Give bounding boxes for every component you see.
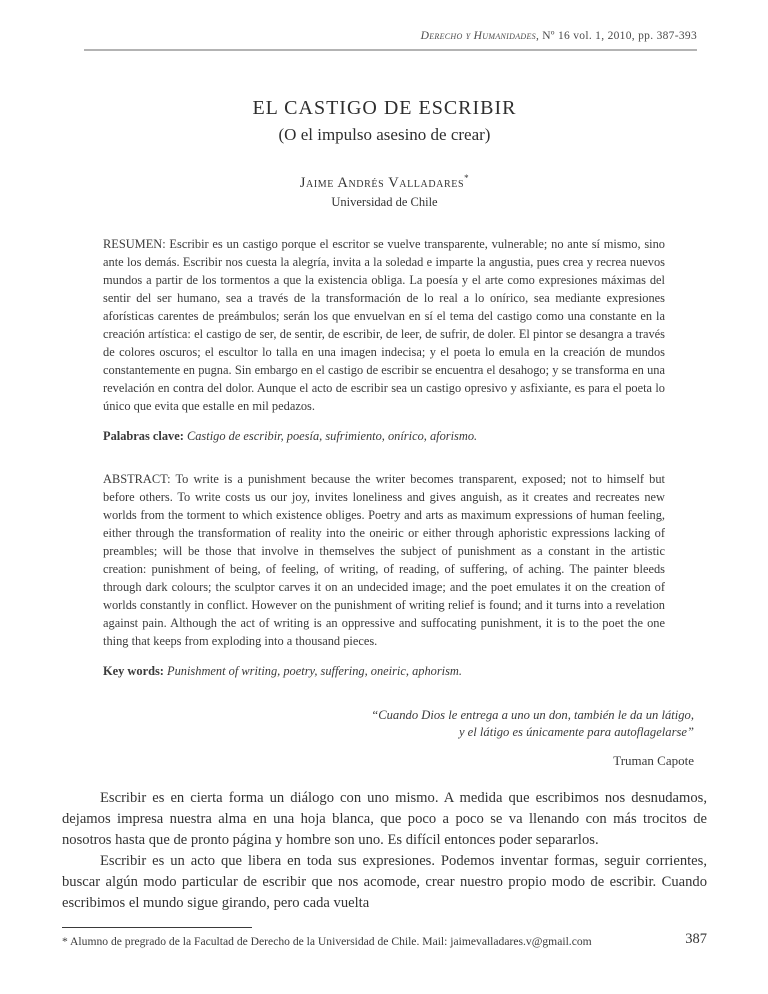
key-words-text: Punishment of writing, poetry, suffering, oneiric, aphorism. [163,663,462,678]
palabras-clave-text: Castigo de escribir, poesía, sufrimiento, onírico, aforismo. [183,428,478,443]
author-affiliation: Universidad de Chile [331,194,438,209]
abstract-spanish [62,235,707,445]
page-number: 387 [685,931,707,947]
issue-info: Nº 16 vol. 1, 2010, pp. 387-393 [539,30,697,42]
journal-name: Derecho y Humanidades, [420,30,540,42]
abstract-label: ABSTRACT: [103,471,171,486]
author-name: Jaime Andrés Valladares* [299,173,470,191]
palabras-clave-line [103,427,665,445]
epigraph-attribution: Truman Capote [613,752,694,768]
footnote-text: * Alumno de pregrado de la Facultad de Derecho de la Universidad de Chile. Mail: jaimevalladares.v@gmail.com [62,934,592,948]
running-head [62,30,707,51]
key-words-line [103,662,665,680]
epigraph-line-2: y el látigo es únicamente para autoflagelarse” [458,725,694,740]
article-title: EL CASTIGO DE ESCRIBIR [252,97,517,119]
resumen-label: RESUMEN: [103,236,166,251]
article-subtitle: (O el impulso asesino de crear) [278,125,491,144]
epigraph-quote [62,707,694,742]
body-text [62,788,707,914]
palabras-clave-label: Palabras clave: [103,428,184,443]
running-head-text [62,30,707,42]
abstract-paragraph: ABSTRACT: To write is a punishment because the writer becomes transparent, exposed; not to himself but before others. To write costs us our joy, invites loneliness and gives anguish, as it creates and recreates new worlds from the torment to which existence obliges. Poetry and arts as maximum expressions of human feeling, either through the transformation of reality into the oneiric or either through aphoristic expressions lacking of preambles; will be those that involve in themselves the subject of punishment as a constant in the artistic creation: punishment of being, of feeling, of writing, of reading, of suffering, of aching. The painter bleeds through dark colours; the sculptor carves it on an undecided image; and the poet emulates it on the creation of worlds constantly in conflict. However on the punishment of writing relief is found; and it turns into a revelation against pain. Although the act of writing is an oppressive and suffocating punishment, it is to the poet the one thing that keeps from exploding into a thousand pieces. [103,471,665,648]
body-paragraph-1: Escribir es en cierta forma un diálogo con uno mismo. A medida que escribimos nos desnudamos, dejamos impresa nuestra alma en una hoja blanca, que poco a poco se va llenando con más trocitos de nosotros hasta que de pronto página y hombre son uno. Es difícil entonces poder separarlos. [62,789,707,848]
footnote-rule [62,927,252,928]
key-words-label: Key words: [103,663,164,678]
author-footnote-mark: * [464,173,470,183]
header-rule [84,49,697,51]
resumen-paragraph: RESUMEN: Escribir es un castigo porque el escritor se vuelve transparente, vulnerable; no ante sí mismo, sino ante los demás. Escribir nos cuesta la alegría, invita a la soledad e imparte la angustia, pues crea y recrea nuevos mundos a partir de los tormentos a que la existencia obliga. La poesía y el arte como expresiones máximas del sentir del ser humano, sea a través de la transformación de lo real a lo onírico, sea mediante expresiones aforísticas carentes de preámbulos; serán los que envuelvan en sí el tema del castigo como una constante en la creación artística: el castigo de ser, de sentir, de escribir, de leer, de sufrir, de doler. El pintor se desangra a través de colores oscuros; el escultor lo talla en una imagen indecisa; y el poeta lo emula en la creación de mundos constantemente en pugna. Sin embargo en el castigo de escribir se encuentra el desahogo; y se transforma en una revelación en contra del dolor. Aunque el acto de escribir sea un castigo opresivo y asfixiante, es para el poeta lo único que evita que estalle en mil pedazos. [103,236,665,413]
epigraph-line-1: “Cuando Dios le entrega a uno un don, también le da un látigo, [371,707,694,722]
body-paragraph-2: Escribir es un acto que libera en toda sus expresiones. Podemos inventar formas, seguir corrientes, buscar algún modo particular de escribir que nos acomode, crear nuestro propio modo de escribir. Cuando escribimos el mundo sigue girando, pero cada vuelta [62,852,707,911]
abstract-english [62,470,707,680]
footnote-area [62,927,707,949]
